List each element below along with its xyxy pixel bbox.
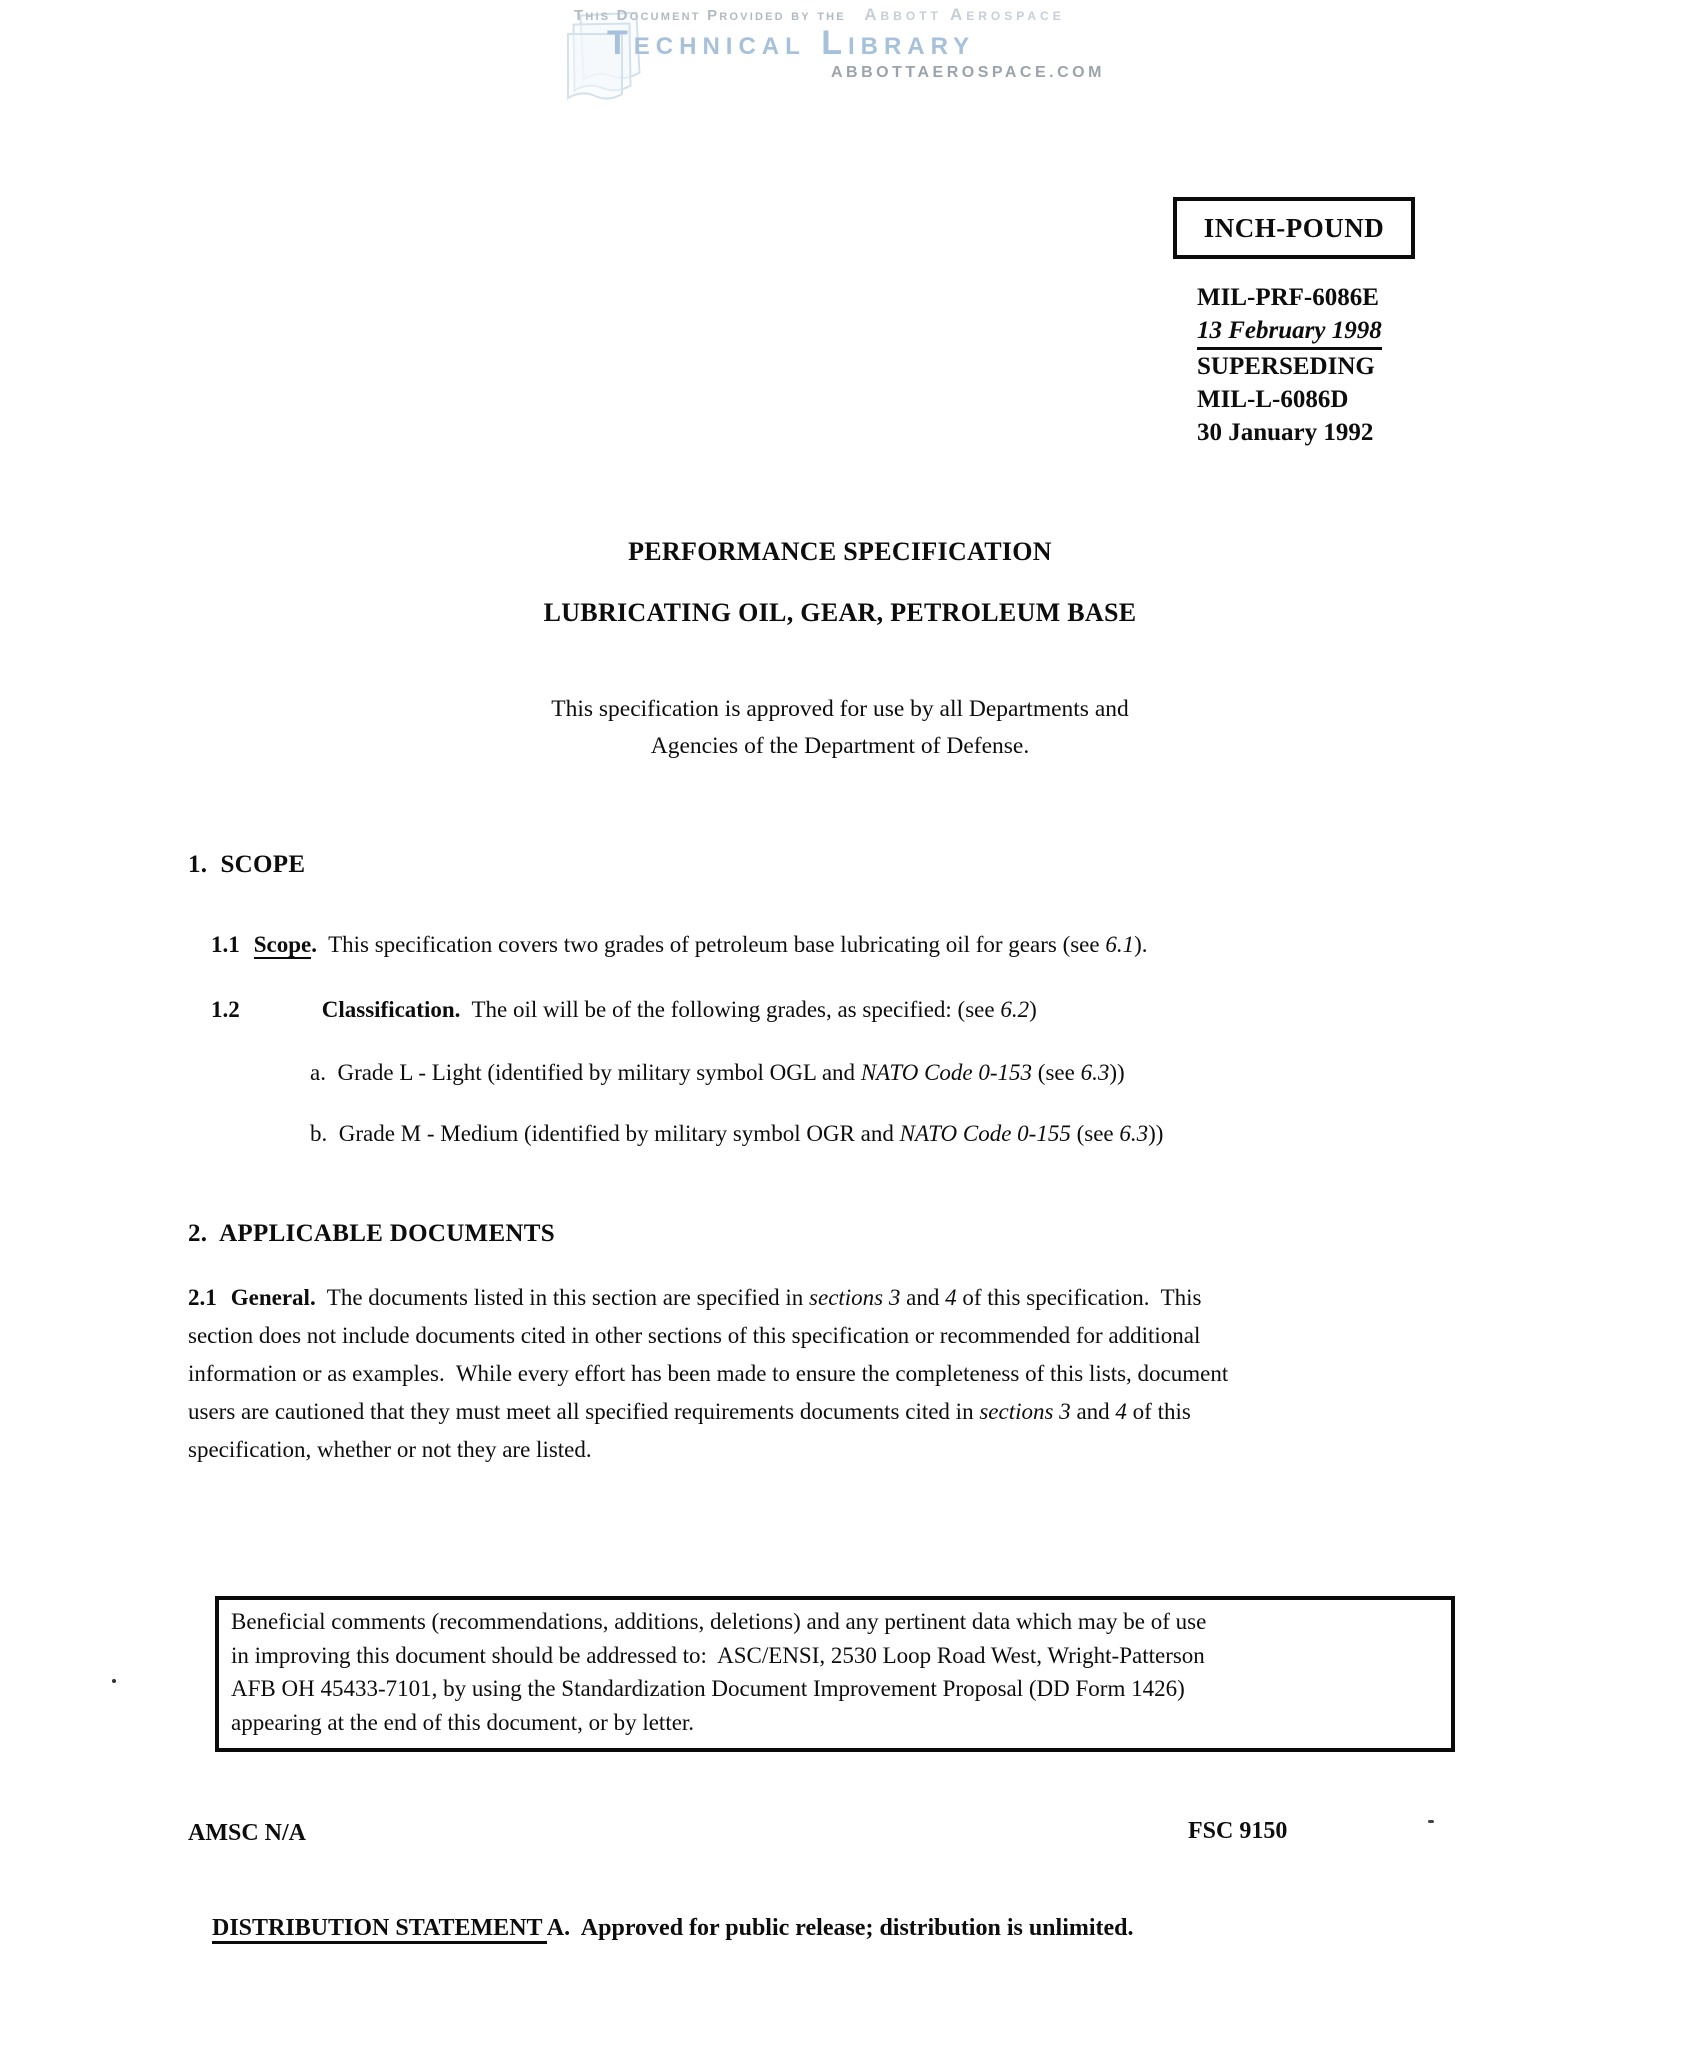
para-1-1: 1.1 Scope. This specification covers two grades of petroleum base lubricating oil for gears (see 6.1). [211, 932, 1148, 957]
spec-id-block [1197, 281, 1382, 449]
section-2-heading: 2. APPLICABLE DOCUMENTS [188, 1220, 555, 1247]
para-1-1-number: 1.1 [211, 932, 240, 957]
watermark-header [0, 0, 1684, 120]
para-1-2-number: 1.2 [211, 997, 240, 1022]
scan-speck [1428, 1820, 1434, 1823]
para-1-1-label: Scope [253, 932, 312, 957]
superseded-number: MIL-L-6086D [1197, 386, 1349, 413]
comments-line-2: in improving this document should be addressed to: ASC/ENSI, 2530 Loop Road West, Wright-Patterson [231, 1642, 1205, 1668]
nato-code-a: NATO Code 0-153 [860, 1060, 1033, 1085]
para-2-1-line-3: information or as examples. While every effort has been made to ensure the completeness of this lists, document [188, 1361, 1229, 1386]
para-2-1-line-1: 2.1 General. The documents listed in this section are specified in sections 3 and 4 of this specification. This [188, 1279, 1228, 1317]
spec-date: 13 February 1998 [1197, 314, 1382, 350]
para-2-1-line-4: users are cautioned that they must meet all specified requirements documents cited in sections 3 and 4 of this [188, 1399, 1191, 1424]
inch-pound-label: INCH-POUND [1203, 212, 1385, 243]
superseded-date: 30 January 1992 [1197, 419, 1374, 446]
grade-item-b: b. Grade M - Medium (identified by military symbol OGR and NATO Code 0-155 (see 6.3)) [310, 1121, 1164, 1146]
ref-6-1: 6.1 [1105, 932, 1135, 957]
grade-item-a: a. Grade L - Light (identified by military symbol OGL and NATO Code 0-153 (see 6.3)) [310, 1060, 1125, 1085]
watermark-site-url: ABBOTTAEROSPACE.COM [831, 64, 1105, 81]
distribution-statement-label: DISTRIBUTION STATEMENT [212, 1915, 547, 1944]
ref-6-2: 6.2 [1000, 997, 1030, 1022]
approval-line-1: This specification is approved for use by all Departments and [551, 696, 1129, 722]
comments-line-4: appearing at the end of this document, or by letter. [231, 1709, 695, 1735]
inch-pound-badge [1173, 197, 1415, 259]
scan-speck [112, 1679, 116, 1683]
nato-code-b: NATO Code 0-155 [899, 1121, 1071, 1146]
distribution-statement-text: A. Approved for public release; distribution is unlimited. [546, 1915, 1134, 1941]
doc-title: LUBRICATING OIL, GEAR, PETROLEUM BASE [543, 598, 1137, 627]
watermark-brand: Abbott Aerospace [864, 5, 1065, 24]
watermark-provided-prefix: This Document Provided by the [574, 7, 846, 24]
para-1-2: 1.2 Classification. The oil will be of the following grades, as specified: (see 6.2) [211, 997, 1037, 1022]
beneficial-comments-box [215, 1596, 1455, 1752]
amsc-code: AMSC N/A [188, 1820, 306, 1846]
superseding-label: SUPERSEDING [1197, 353, 1375, 380]
para-2-1-number: 2.1 [188, 1285, 217, 1310]
section-1-heading: 1. SCOPE [188, 851, 306, 878]
para-2-1-label: General [230, 1285, 310, 1310]
fsc-code: FSC 9150 [1188, 1818, 1288, 1844]
ref-6-3-a: 6.3 [1080, 1060, 1110, 1085]
distribution-statement [188, 1888, 1134, 1969]
para-1-2-label: Classification [321, 997, 455, 1022]
comments-line-1: Beneficial comments (recommendations, additions, deletions) and any pertinent data which may be of use [231, 1609, 1207, 1634]
approval-line-2: Agencies of the Department of Defense. [650, 733, 1030, 759]
comments-line-3: AFB OH 45433-7101, by using the Standardization Document Improvement Proposal (DD Form 1426) [231, 1676, 1185, 1701]
para-2-1-line-5: specification, whether or not they are listed. [188, 1437, 592, 1462]
para-2-1-line-2: section does not include documents cited in other sections of this specification or recommended for additional [188, 1323, 1201, 1348]
spec-number: MIL-PRF-6086E [1197, 284, 1379, 311]
para-2-1 [188, 1279, 1228, 1469]
ref-6-3-b: 6.3 [1119, 1121, 1149, 1146]
watermark-title: Technical Library [607, 24, 976, 62]
watermark-provided-line [574, 5, 1065, 25]
doc-type-title: PERFORMANCE SPECIFICATION [628, 537, 1052, 566]
approval-statement [190, 691, 1490, 765]
